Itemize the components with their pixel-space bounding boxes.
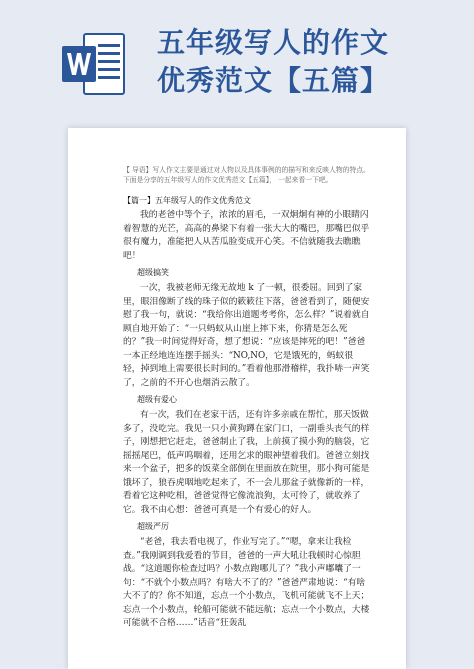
word-doc-icon [62, 32, 126, 96]
title-line-1: 五年级写人的作文 [157, 26, 390, 59]
subheading: 超级搞笑 [137, 268, 169, 277]
subheading: 超级严厉 [137, 522, 169, 531]
subheading: 超级有爱心 [137, 395, 177, 404]
intro-text: 【 导语】写人作文主要是通过对人物以及具体事例的的描写和来反映人物的特点。下面是分享的五年级写人的作文优秀范文【五篇】， 一起来看一下吧。 [123, 166, 370, 184]
section-title: 【篇一】五年级写人的作文优秀范文 [123, 196, 251, 205]
document-body [123, 165, 370, 635]
body-paragraph: “老爸，我去看电视了，作业写完了。”“嗯，拿来让我检查。”我刚调到我爱看的节目，爸爸的一声大吼让我顿时心惊胆战。“这道题你检查过吗？小数点跑哪儿了？”我小声嘟囔了一句：“不就个小数点吗？有啥大不了的？”爸爸严肃地说：“有啥大不了的？你不知道，忘点一个小数点，飞机可能就飞不上天；忘点一个小数点，轮船可能就不能远航；忘点一个小数点，大楼可能就不合格……”话音“狂轰乱 [123, 537, 370, 628]
title-line-2: 优秀范文【五篇】 [157, 64, 390, 97]
body-paragraph: 我的老爸中等个子，浓浓的眉毛，一双炯炯有神的小眼睛闪着智慧的光芒，高高的鼻梁下有着一张大大的嘴巴，那嘴巴似乎很有魔力，准能把人从苦瓜脸变成开心笑。不信就随我去瞧瞧吧！ [123, 210, 370, 261]
document-title [157, 24, 389, 100]
document-page [68, 128, 406, 669]
body-paragraph: 一次，我被老师无缘无故地 k 了一顿，很委屈。回到了家里，眼泪像断了线的珠子似的簌簌往下落，爸爸看到了，随便安慰了我一句，就说：“我给你出道题考考你，怎么样？”说着就自顾自地开始了：“一只蚂蚁从山崖上摔下来，你猜是怎么死的？”我一时间觉得好奇，想了想说：“应该是摔死的吧！”爸爸一本正经地连连摆手摇头：“NO,NO，它是饿死的，蚂蚁很轻，掉到地上需要很长时间的。”看着他那滑稽样，我扑哧一声笑了，之前的不开心也烟消云散了。 [123, 283, 370, 388]
body-paragraph: 有一次，我们在老家干活，还有许多亲戚在帮忙，那天饭做多了，没吃完。我见一只小黄狗蹲在家门口，一副垂头丧气的样子，刚想把它赶走，爸爸制止了我，上前摸了摸小狗的脑袋，它摇摇尾巴，低声呜咽着，还用乞求的眼神望着我们。爸爸立刻找来一个盆子，把多的饭菜全部倒在里面放在院里，那小狗可能是饿坏了，狼吞虎咽地吃起来了，不一会儿那盆子就像新的一样，看着它这种吃相，爸爸觉得它像流浪狗，太可怜了，就收养了它。我不由心想：爸爸可真是一个有爱心的好人。 [123, 410, 370, 515]
